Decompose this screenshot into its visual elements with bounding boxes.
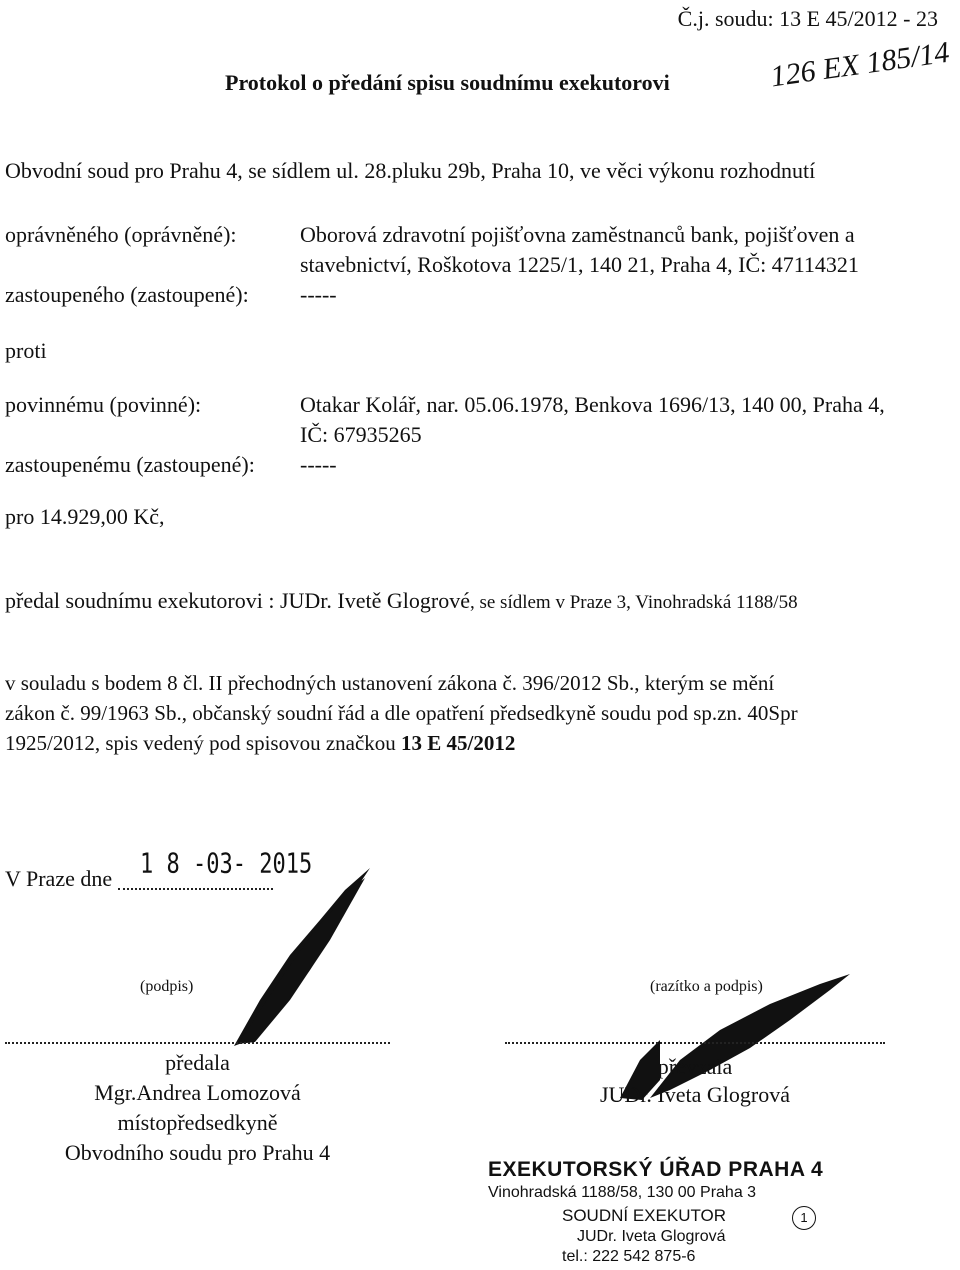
handover-prefix: předal soudnímu exekutorovi : <box>5 588 280 613</box>
creditor-rep-label: zastoupeného (zastoupené): <box>5 282 249 307</box>
handover-name: JUDr. Ivetě Glogrové <box>279 588 470 613</box>
debtor-value-line1: Otakar Kolář, nar. 05.06.1978, Benkova 1696/13, 140 00, Praha 4, <box>300 392 885 417</box>
right-role: převzala <box>657 1054 733 1079</box>
date-label: V Praze dne <box>5 866 113 891</box>
right-signature-caption: (razítko a podpis) <box>650 978 763 995</box>
creditor-label: oprávněného (oprávněné): <box>5 222 237 247</box>
case-reference: Č.j. soudu: 13 E 45/2012 - 23 <box>677 6 938 31</box>
debtor-rep-label: zastoupenému (zastoupené): <box>5 452 255 477</box>
stamp-role: SOUDNÍ EXEKUTOR <box>562 1206 727 1225</box>
legal-text-line1: v souladu s bodem 8 čl. II přechodných ustanovení zákona č. 396/2012 Sb., kterým se mění <box>5 671 775 695</box>
date-stamp: 1 8 -03- 2015 <box>140 848 313 881</box>
right-signature-line <box>505 1042 885 1044</box>
against-label: proti <box>5 338 47 363</box>
stamp-phone: tel.: 222 542 875-6 <box>562 1248 696 1265</box>
court-line: Obvodní soud pro Prahu 4, se sídlem ul. 28.pluku 29b, Praha 10, ve věci výkonu rozhodnutí <box>5 158 816 183</box>
legal-text-line2: zákon č. 99/1963 Sb., občanský soudní řád a dle opatření předsedkyně soudu pod sp.zn. 40Spr <box>5 701 798 725</box>
stamp-office: EXEKUTORSKÝ ÚŘAD PRAHA 4 <box>488 1158 824 1181</box>
legal-text-line3-prefix: 1925/2012, spis vedený pod spisovou značkou <box>5 731 402 755</box>
right-name: JUDr. Iveta Glogrová <box>599 1082 790 1107</box>
file-reference: 13 E 45/2012 <box>401 731 516 755</box>
left-title: místopředsedkyně <box>117 1110 278 1135</box>
debtor-rep-value: ----- <box>300 452 337 477</box>
handover-suffix: , se sídlem v Praze 3, Vinohradská 1188/58 <box>469 592 798 613</box>
debtor-value-line2: IČ: 67935265 <box>300 422 422 447</box>
creditor-rep-value: ----- <box>300 282 337 307</box>
handover-line <box>5 588 798 616</box>
left-signature-caption: (podpis) <box>140 978 194 995</box>
left-signature-line <box>5 1042 390 1044</box>
amount: pro 14.929,00 Kč, <box>5 504 165 529</box>
debtor-label: povinnému (povinné): <box>5 392 202 417</box>
left-name: Mgr.Andrea Lomozová <box>94 1080 301 1105</box>
left-org: Obvodního soudu pro Prahu 4 <box>64 1140 331 1165</box>
document-title: Protokol o předání spisu soudnímu exekutorovi <box>225 70 670 95</box>
creditor-value-line1: Oborová zdravotní pojišťovna zaměstnanců bank, pojišťoven a <box>300 222 855 247</box>
stamp-number-badge: 1 <box>792 1206 816 1230</box>
left-role: předala <box>165 1050 230 1075</box>
stamp-address: Vinohradská 1188/58, 130 00 Praha 3 <box>488 1184 757 1201</box>
legal-text-line3 <box>5 730 515 756</box>
handwritten-reference: 126 EX 185/14 <box>768 35 952 94</box>
creditor-value-line2: stavebnictví, Roškotova 1225/1, 140 21, Praha 4, IČ: 47114321 <box>300 252 859 277</box>
stamp-name: JUDr. Iveta Glogrová <box>577 1228 726 1245</box>
left-signature-scribble <box>220 860 380 1050</box>
